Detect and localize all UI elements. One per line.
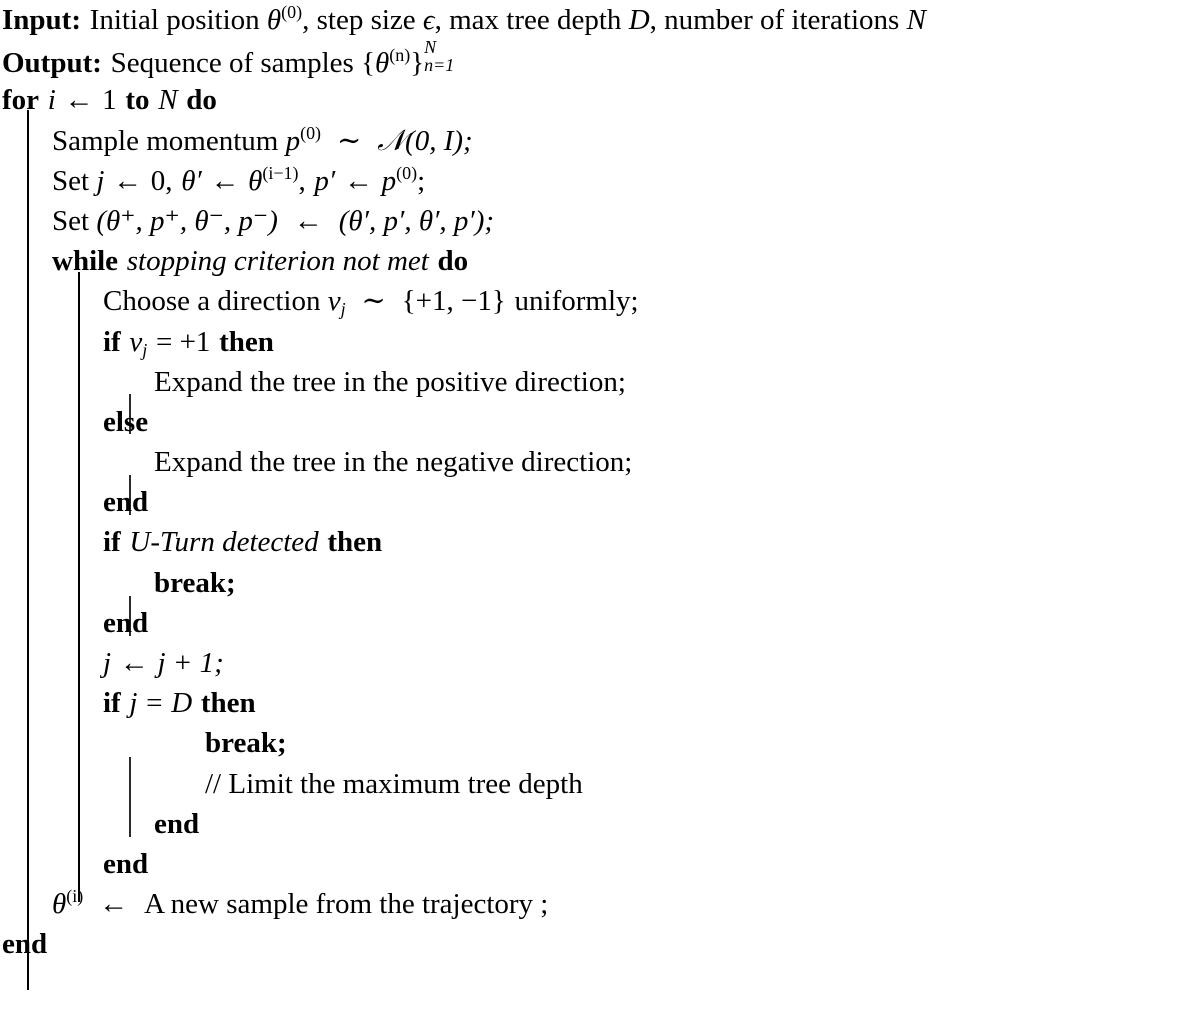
to-keyword: to	[125, 84, 150, 117]
input-label: Input:	[2, 4, 81, 36]
output-set-open: {	[361, 47, 375, 80]
theta-previous-symbol: θ	[248, 164, 263, 197]
input-line	[0, 0, 1196, 40]
break-keyword-1: break;	[154, 566, 236, 599]
input-theta-superscript: (0)	[281, 1, 303, 22]
sample-text: Sample momentum	[52, 124, 286, 157]
set-semicolon: ;	[417, 164, 426, 197]
choose-distributed-as: ∼	[361, 285, 386, 318]
while-condition: stopping criterion not met	[126, 245, 429, 278]
momentum-superscript: (0)	[300, 122, 322, 143]
output-index-stack	[424, 38, 454, 74]
new-sample-theta: θ	[52, 888, 67, 921]
direction-set: {+1, −1}	[401, 285, 506, 318]
distributed-as-operator: ∼	[336, 124, 362, 157]
theta-previous-superscript: (i−1)	[262, 162, 299, 183]
output-label: Output:	[2, 47, 102, 80]
break-max-depth-line	[0, 723, 1196, 763]
end-if-uturn-line	[0, 603, 1196, 643]
depth-counter-symbol: j	[96, 164, 105, 197]
new-sample-arrow: ←	[99, 888, 129, 921]
input-text-3: , max tree depth	[434, 4, 629, 36]
choose-direction-line	[0, 281, 1196, 321]
input-max-depth-symbol: D	[628, 4, 650, 36]
input-text-1: Initial position	[89, 4, 267, 36]
theta-prime-symbol: θ′	[181, 164, 202, 197]
end-if-positive-line	[0, 482, 1196, 522]
for-assign-arrow: ←	[64, 84, 94, 117]
input-iterations-symbol: N	[906, 4, 926, 36]
if-uturn-line	[0, 522, 1196, 562]
for-index-symbol: i	[47, 84, 56, 117]
end-keyword-1: end	[103, 486, 149, 519]
end-keyword-2: end	[103, 606, 149, 639]
endpoints-tuple-lhs: (θ⁺, p⁺, θ⁻, p⁻)	[96, 204, 278, 237]
if-keyword-2: if	[103, 526, 121, 559]
if-keyword-3: if	[103, 687, 121, 720]
for-end-symbol: N	[158, 84, 178, 117]
increment-arrow: ←	[119, 647, 149, 679]
input-theta: θ	[266, 4, 282, 36]
if-direction-subscript: j	[142, 339, 148, 360]
endpoints-tuple-rhs: (θ′, p′, θ′, p′);	[338, 204, 495, 237]
output-stack-bottom: n=1	[424, 55, 455, 76]
p-initial-superscript: (0)	[396, 162, 418, 183]
set-arrow-2: ←	[210, 164, 240, 197]
end-if-max-depth-line	[0, 804, 1196, 844]
if-positive-line	[0, 322, 1196, 362]
output-line	[0, 37, 1196, 80]
end-while-line	[0, 844, 1196, 884]
while-do-keyword: do	[437, 245, 469, 278]
set-text-2: Set	[52, 204, 97, 237]
then-keyword-1: then	[219, 325, 274, 358]
if-positive-condition: = +1	[155, 325, 211, 358]
output-theta: θ	[374, 47, 390, 80]
input-text-4: , number of iterations	[649, 4, 907, 36]
then-keyword-2: then	[327, 526, 383, 559]
input-epsilon: ϵ	[422, 4, 435, 36]
while-keyword: while	[52, 245, 119, 278]
set-initial-values-line	[0, 161, 1196, 201]
while-loop-line	[0, 241, 1196, 281]
normal-distribution-symbol: 𝒩	[377, 124, 406, 157]
set-arrow-1: ←	[113, 164, 143, 197]
equals-operator: =	[146, 687, 163, 720]
output-text-1: Sequence of samples	[110, 47, 362, 80]
expand-negative-line	[0, 442, 1196, 482]
p-prime-symbol: p′	[314, 164, 336, 197]
output-set-close: }	[410, 47, 425, 80]
set-endpoints-line	[0, 201, 1196, 241]
for-keyword: for	[2, 84, 40, 117]
depth-counter-check-symbol: j	[129, 687, 138, 720]
normal-distribution-args: (0, I);	[405, 124, 473, 157]
else-keyword: else	[103, 405, 149, 438]
set-zero: 0,	[150, 164, 173, 197]
sample-momentum-line	[0, 121, 1196, 161]
do-keyword: do	[186, 84, 217, 117]
end-keyword-5: end	[2, 928, 48, 961]
set-text-1: Set	[52, 164, 97, 197]
increment-depth-line	[0, 643, 1196, 683]
momentum-symbol: p	[285, 124, 301, 157]
p-initial-symbol: p	[381, 164, 397, 197]
increment-lhs-symbol: j	[103, 647, 112, 679]
direction-symbol: v	[327, 285, 341, 318]
new-sample-line	[0, 884, 1196, 924]
if-direction-symbol: v	[129, 325, 143, 358]
comment-text: // Limit the maximum tree depth	[205, 767, 583, 800]
set-comma: ,	[298, 164, 306, 197]
output-theta-superscript: (n)	[389, 45, 411, 66]
choose-text-2: uniformly;	[514, 285, 639, 318]
expand-positive-line	[0, 362, 1196, 402]
for-start-value: 1	[102, 84, 117, 117]
increment-rhs: j + 1;	[157, 647, 224, 679]
break-uturn-line	[0, 563, 1196, 603]
then-keyword-3: then	[200, 687, 256, 720]
comment-line	[0, 764, 1196, 804]
new-sample-superscript: (i)	[66, 885, 84, 906]
set-arrow-3: ←	[343, 164, 373, 197]
direction-subscript: j	[340, 299, 346, 320]
expand-negative-text: Expand the tree in the negative direction;	[154, 446, 633, 479]
uturn-condition: U-Turn detected	[129, 526, 319, 559]
if-keyword-1: if	[103, 325, 121, 358]
output-stack-top: N	[424, 37, 437, 58]
endpoints-assign-arrow: ←	[293, 204, 323, 237]
expand-positive-text: Expand the tree in the positive direction;	[154, 365, 626, 398]
end-keyword-3: end	[154, 807, 200, 840]
if-max-depth-line	[0, 683, 1196, 723]
else-line	[0, 402, 1196, 442]
choose-text-1: Choose a direction	[103, 285, 328, 318]
input-text-2: , step size	[302, 4, 423, 36]
end-keyword-4: end	[103, 847, 149, 880]
max-depth-symbol: D	[171, 687, 193, 720]
break-keyword-2: break;	[205, 727, 287, 760]
new-sample-text: A new sample from the trajectory ;	[144, 888, 549, 921]
for-loop-line	[0, 80, 1196, 120]
end-for-line	[0, 924, 1196, 964]
